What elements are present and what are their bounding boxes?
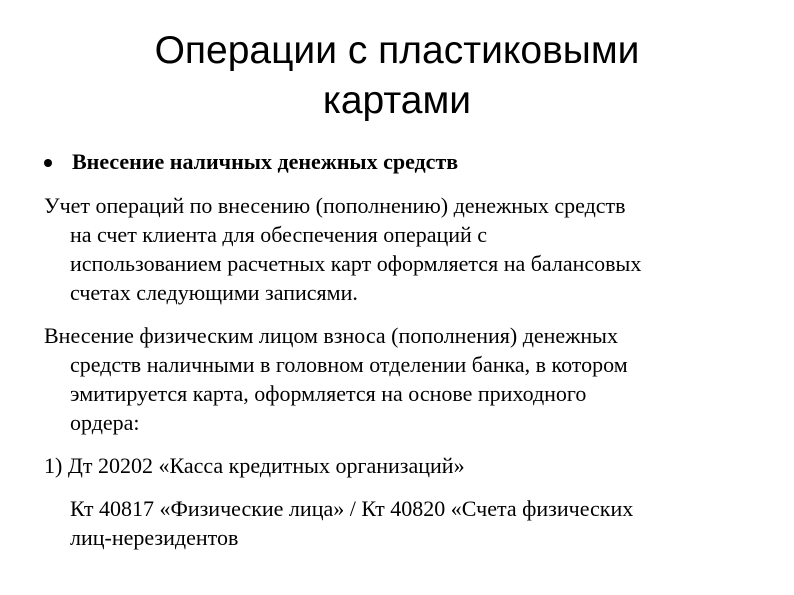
slide-title-line-2: картами: [322, 79, 472, 122]
entry-credit: [70, 494, 633, 552]
paragraph-line: Внесение физическим лицом взноса (пополнения) денежных: [44, 323, 618, 348]
bullet-heading: Внесение наличных денежных средств: [72, 149, 459, 174]
paragraph-line: использованием расчетных карт оформляется на балансовых: [70, 251, 642, 276]
bullet-dot-icon: [44, 159, 52, 167]
paragraph-line: лиц-нерезидентов: [70, 525, 239, 550]
paragraph-line: ордера:: [70, 410, 140, 435]
paragraph-line: Учет операций по внесению (пополнению) денежных средств: [44, 193, 626, 218]
paragraph-line: Кт 40817 «Физические лица» / Кт 40820 «Счета физических: [70, 496, 634, 521]
slide-title: [60, 26, 734, 126]
paragraph-cash-deposit: [44, 321, 628, 437]
slide-title-line-1: Операции с пластиковыми: [154, 29, 640, 72]
paragraph-line: эмитируется карта, оформляется на основе приходного: [70, 381, 587, 406]
paragraph-line: 1) Дт 20202 «Касса кредитных организаций»: [44, 453, 465, 478]
paragraph-line: средств наличными в головном отделении банка, в котором: [70, 352, 628, 377]
paragraph-line: на счет клиента для обеспечения операций с: [70, 222, 488, 247]
paragraph-accounting-intro: [44, 191, 641, 307]
entry-debit: [44, 451, 465, 480]
paragraph-line: счетах следующими записями.: [70, 280, 358, 305]
